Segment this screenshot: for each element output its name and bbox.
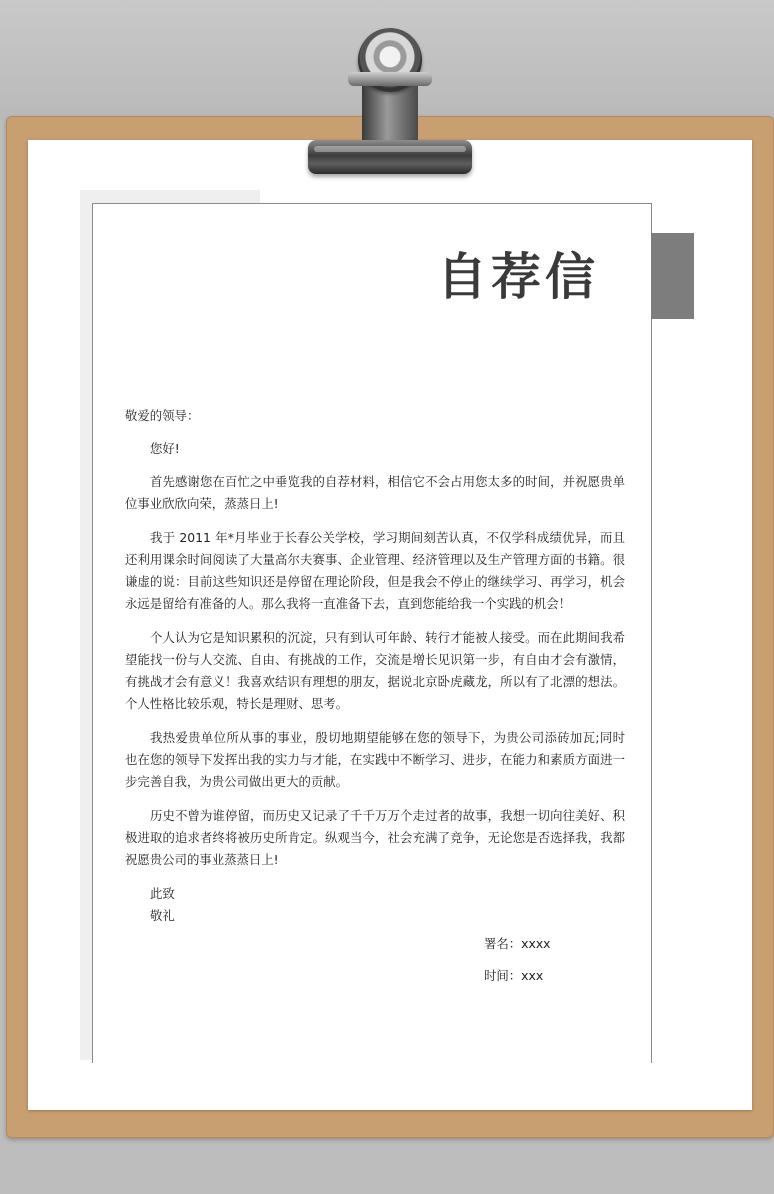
greeting: 您好!	[150, 441, 180, 456]
paragraph-3: 个人认为它是知识累积的沉淀，只有到认可年龄、转行才能被人接受。而在此期间我希望能找一份与人交流、自由、有挑战的工作，交流是增长见识第一步，有自由才会有激情，有挑战才会有意义！我喜欢结识有理想的朋友，据说北京卧虎藏龙，所以有了北漂的想法。个人性格比较乐观，特长是理财、思考。	[125, 630, 625, 711]
closing-line-2: 敬礼	[150, 908, 175, 923]
date-line: 时间：xxx	[484, 968, 544, 983]
salutation: 敬爱的领导：	[125, 408, 200, 423]
binder-clip-icon	[300, 20, 480, 180]
paragraph-4: 我热爱贵单位所从事的事业，殷切地期望能够在您的领导下，为贵公司添砖加瓦;同时也在您的领导下发挥出我的实力与才能，在实践中不断学习、进步，在能力和素质方面进一步完善自我，为贵公司做出更大的贡献。	[125, 730, 625, 789]
paragraph-5: 历史不曾为谁停留，而历史又记录了千千万万个走过者的故事，我想一切向往美好、积极进取的追求者终将被历史所肯定。纵观当今，社会充满了竞争，无论您是否选择我，我都祝愿贵公司的事业蒸蒸日上!	[125, 808, 625, 867]
accent-block	[651, 233, 694, 319]
paragraph-2: 我于 2011 年*月毕业于长春公关学校，学习期间刻苦认真，不仅学科成绩优异，而且还利用课余时间阅读了大量高尔夫赛事、企业管理、经济管理以及生产管理方面的书籍。很谦虚的说：目前这些知识还是停留在理论阶段，但是我会不停止的继续学习、再学习，机会永远是留给有准备的人。那么我将一直准备下去，直到您能给我一个实践的机会！	[125, 530, 625, 611]
letter-title: 自荐信	[437, 248, 599, 306]
closing-line-1: 此致	[150, 886, 175, 901]
paragraph-1: 首先感谢您在百忙之中垂览我的自荐材料，相信它不会占用您太多的时间，并祝愿贵单位事业欣欣向荣，蒸蒸日上!	[125, 474, 625, 511]
clip-bar	[308, 140, 472, 174]
letter-body	[125, 405, 625, 927]
clip-tab	[348, 72, 432, 86]
signature-line: 署名：xxxx	[484, 936, 551, 951]
